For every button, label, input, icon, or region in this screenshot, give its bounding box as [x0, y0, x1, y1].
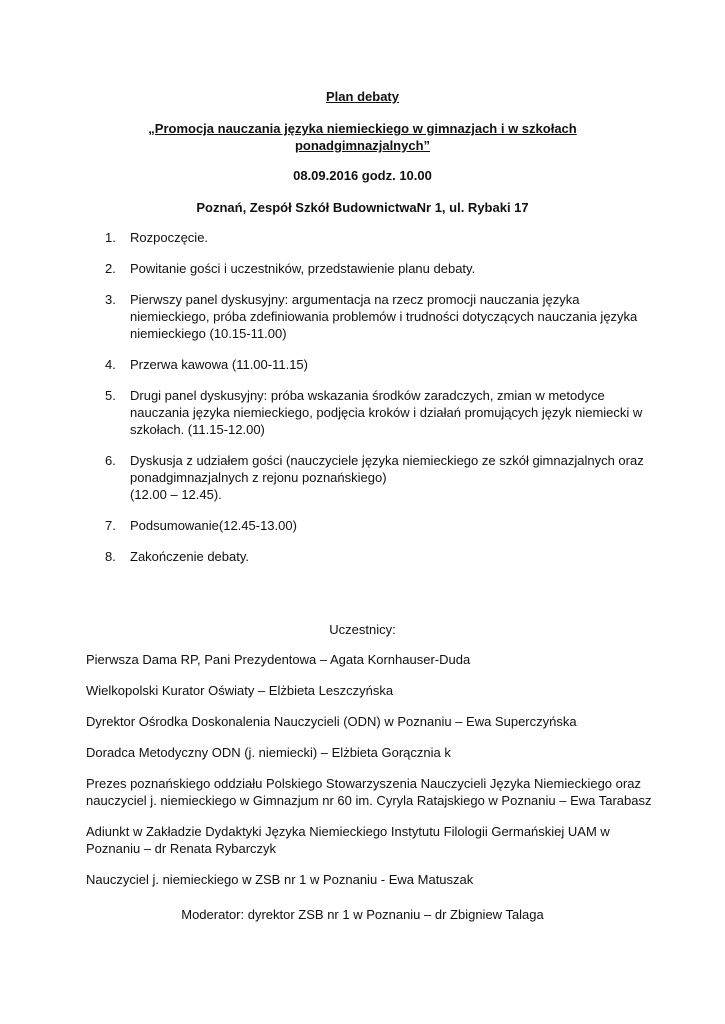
- agenda-item: [105, 387, 645, 438]
- agenda-item-number: 1.: [105, 230, 116, 245]
- agenda-item: [105, 548, 645, 565]
- agenda-item: [105, 517, 645, 534]
- agenda-item-text: Pierwszy panel dyskusyjny: argumentacja na rzecz promocji nauczania języka niemieckiego, próba zdefiniowania problemów i trudności dotyczących nauczania języka niemieckiego (10.15-11.00): [130, 292, 638, 341]
- agenda-item-number: 8.: [105, 549, 116, 564]
- participants-title: Uczestnicy:: [329, 622, 396, 637]
- agenda-item-number: 5.: [105, 388, 116, 403]
- agenda-list: [105, 229, 645, 579]
- agenda-item-number: 2.: [105, 261, 116, 276]
- participant-item: Nauczyciel j. niemieckiego w ZSB nr 1 w Poznaniu - Ewa Matuszak: [86, 872, 474, 887]
- debate-date: 08.09.2016 godz. 10.00: [293, 168, 432, 183]
- document-title: Plan debaty: [326, 89, 399, 104]
- agenda-item-text: Powitanie gości i uczestników, przedstawienie planu debaty.: [130, 261, 476, 276]
- agenda-item: [105, 229, 645, 246]
- debate-topic: [60, 120, 665, 154]
- agenda-item: [105, 291, 645, 342]
- debate-topic-line2: ponadgimnazjalnych”: [294, 138, 431, 153]
- participant-item: Dyrektor Ośrodka Doskonalenia Nauczycieli (ODN) w Poznaniu – Ewa Superczyńska: [86, 714, 577, 729]
- participant-item: Wielkopolski Kurator Oświaty – Elżbieta Leszczyńska: [86, 683, 394, 698]
- agenda-item-text: Podsumowanie(12.45-13.00): [130, 518, 297, 533]
- participant-item: Pierwsza Dama RP, Pani Prezydentowa – Agata Kornhauser-Duda: [86, 652, 471, 667]
- agenda-item-number: 3.: [105, 292, 116, 307]
- agenda-item-text: Zakończenie debaty.: [130, 549, 249, 564]
- participant-item: Doradca Metodyczny ODN (j. niemiecki) – Elżbieta Gorącznia k: [86, 745, 451, 760]
- participant-item: Adiunkt w Zakładzie Dydaktyki Języka Niemieckiego Instytutu Filologii Germańskiej UAM w Poznaniu – dr Renata Rybarczyk: [86, 824, 610, 856]
- agenda-item-text: Rozpoczęcie.: [130, 230, 209, 245]
- agenda-item-text: Przerwa kawowa (11.00-11.15): [130, 357, 308, 372]
- debate-place: Poznań, Zespół Szkół BudownictwaNr 1, ul. Rybaki 17: [196, 200, 529, 215]
- participant-item: Prezes poznańskiego oddziału Polskiego Stowarzyszenia Nauczycieli Języka Niemieckiego oraz nauczyciel j. niemieckiego w Gimnazjum nr 60 im. Cyryla Ratajskiego w Poznaniu – Ewa Tarabasz: [86, 776, 652, 808]
- agenda-item: [105, 260, 645, 277]
- agenda-item-time: (12.00 – 12.45).: [130, 487, 222, 502]
- agenda-item-text: Dyskusja z udziałem gości (nauczyciele języka niemieckiego ze szkół gimnazjalnych oraz ponadgimnazjalnych z rejonu poznańskiego): [130, 453, 644, 485]
- moderator-line: Moderator: dyrektor ZSB nr 1 w Poznaniu – dr Zbigniew Talaga: [181, 907, 544, 922]
- debate-topic-line1: „Promocja nauczania języka niemieckiego w gimnazjach i w szkołach: [148, 121, 577, 136]
- agenda-item: [105, 452, 645, 503]
- agenda-item: [105, 356, 645, 373]
- agenda-item-number: 7.: [105, 518, 116, 533]
- participants-list: [86, 651, 656, 902]
- agenda-item-number: 4.: [105, 357, 116, 372]
- agenda-item-text: Drugi panel dyskusyjny: próba wskazania środków zaradczych, zmian w metodyce nauczania języka niemieckiego, podjęcia kroków i działań promujących język niemiecki w szkołach. (11.15-12.00): [130, 388, 643, 437]
- agenda-item-number: 6.: [105, 453, 116, 468]
